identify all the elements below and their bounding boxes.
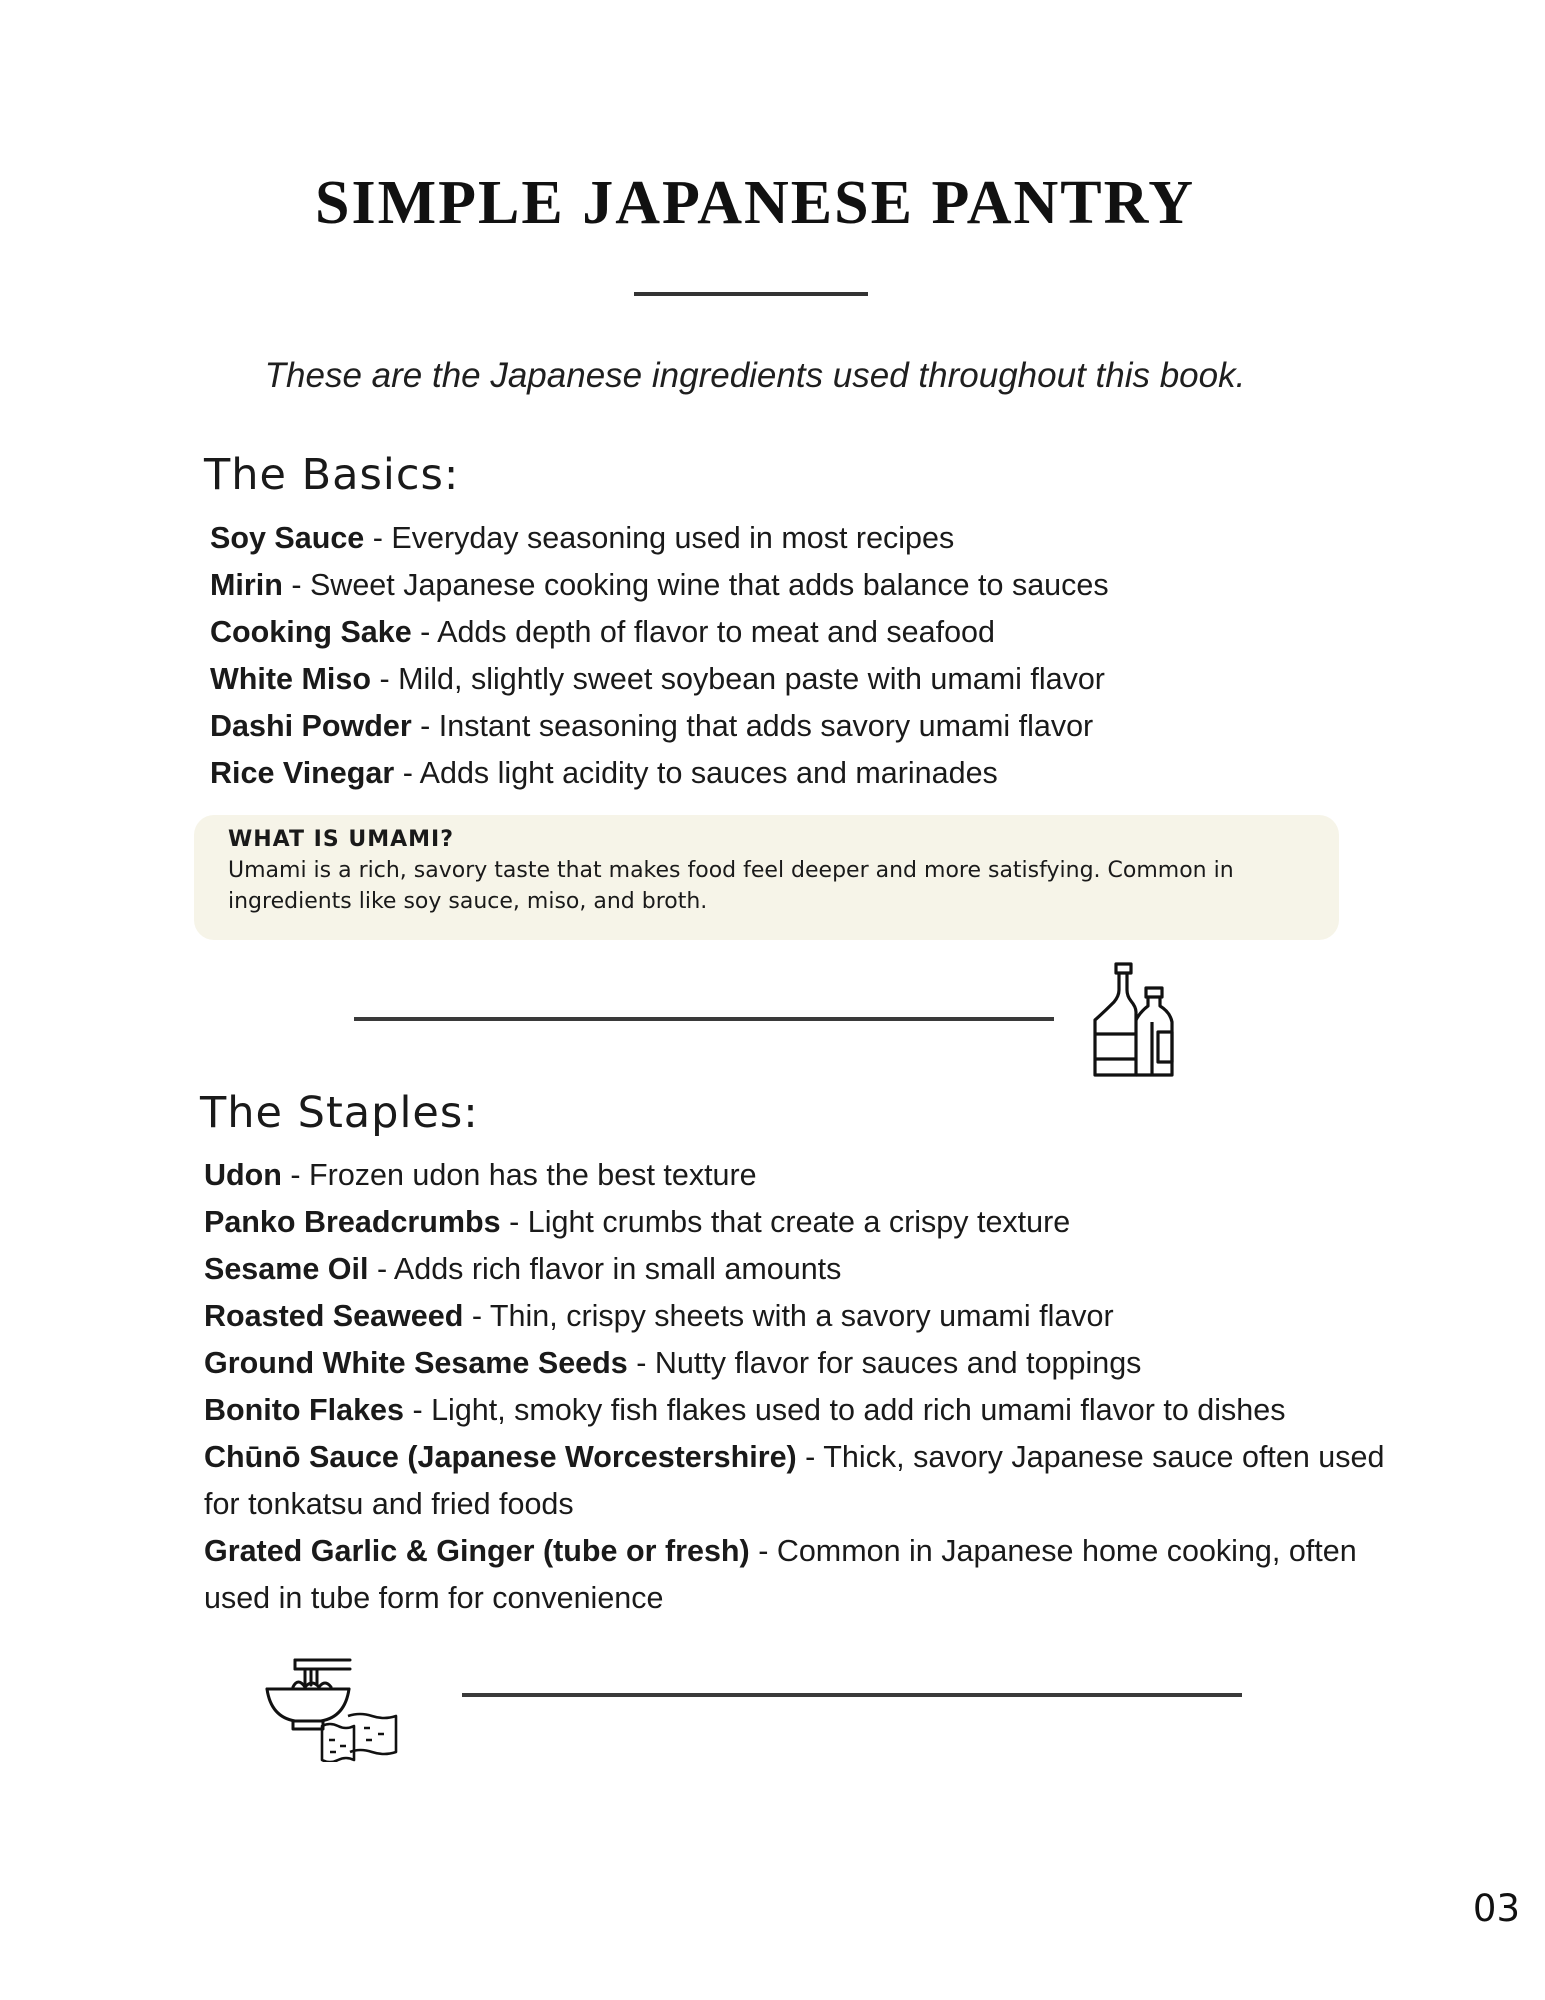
ingredient-description: - Adds depth of flavor to meat and seafood [411, 615, 995, 649]
page-title: SIMPLE JAPANESE PANTRY [314, 169, 1196, 237]
section-divider [354, 1017, 1054, 1021]
ingredient-description: - Light, smoky fish flakes used to add rich umami flavor to dishes [403, 1393, 1286, 1427]
ingredient-name: Ground White Sesame Seeds [204, 1346, 628, 1380]
ingredient-name: Rice Vinegar [210, 756, 395, 790]
ingredient-description: - Sweet Japanese cooking wine that adds balance to sauces [282, 568, 1109, 602]
list-item [204, 1199, 1394, 1246]
basics-list [210, 515, 1109, 797]
ingredient-name: Panko Breadcrumbs [204, 1205, 501, 1239]
list-item [210, 609, 1109, 656]
umami-callout [194, 815, 1339, 940]
page-subtitle: These are the Japanese ingredients used throughout this book. [264, 356, 1246, 395]
ingredient-name: Soy Sauce [210, 521, 365, 555]
list-item [204, 1387, 1394, 1434]
callout-body: Umami is a rich, savory taste that makes food feel deeper and more satisfying. Common in ingredients like soy sauce, miso, and broth. [228, 858, 1234, 914]
ingredient-description: - Mild, slightly sweet soybean paste with umami flavor [370, 662, 1105, 696]
ingredient-name: Udon [204, 1158, 282, 1192]
ingredient-description: - Adds rich flavor in small amounts [368, 1252, 842, 1286]
ingredient-name: Sesame Oil [204, 1252, 369, 1286]
ingredient-description: - Frozen udon has the best texture [281, 1158, 757, 1192]
ingredient-description: - Instant seasoning that adds savory umami flavor [411, 709, 1094, 743]
ingredient-description: - Adds light acidity to sauces and marinades [394, 756, 998, 790]
list-item [210, 750, 1109, 797]
ingredient-description: - Everyday seasoning used in most recipes [364, 521, 955, 555]
list-item [204, 1528, 1394, 1622]
ingredient-name: Cooking Sake [210, 615, 412, 649]
title-divider [634, 292, 868, 296]
ingredient-description: - Thick, savory Japanese sauce often used for tonkatsu and fried foods [204, 1440, 1385, 1521]
callout-title: WHAT IS UMAMI? [228, 827, 454, 852]
ingredient-description: - Common in Japanese home cooking, often used in tube form for convenience [204, 1534, 1357, 1615]
ingredient-name: Dashi Powder [210, 709, 412, 743]
basics-heading: The Basics: [204, 450, 460, 500]
ingredient-name: Roasted Seaweed [204, 1299, 464, 1333]
list-item [204, 1152, 1394, 1199]
section-divider [462, 1693, 1242, 1697]
ingredient-name: Chūnō Sauce (Japanese Worcestershire) [204, 1440, 797, 1474]
list-item [210, 562, 1109, 609]
list-item [204, 1293, 1394, 1340]
ingredient-description: - Nutty flavor for sauces and toppings [627, 1346, 1142, 1380]
ingredient-name: Bonito Flakes [204, 1393, 404, 1427]
list-item [210, 656, 1109, 703]
ingredient-name: White Miso [210, 662, 371, 696]
list-item [210, 703, 1109, 750]
list-item [204, 1340, 1394, 1387]
list-item [204, 1434, 1394, 1528]
ingredient-name: Grated Garlic & Ginger (tube or fresh) [204, 1534, 750, 1568]
page-number: 03 [1472, 1887, 1520, 1930]
list-item [204, 1246, 1394, 1293]
staples-heading: The Staples: [200, 1088, 479, 1138]
bottles-icon [1090, 962, 1185, 1077]
seaweed-icon [320, 1712, 404, 1762]
ingredient-description: - Light crumbs that create a crispy texture [500, 1205, 1071, 1239]
staples-list [204, 1152, 1394, 1622]
list-item [210, 515, 1109, 562]
ingredient-description: - Thin, crispy sheets with a savory umami flavor [463, 1299, 1114, 1333]
ingredient-name: Mirin [210, 568, 283, 602]
